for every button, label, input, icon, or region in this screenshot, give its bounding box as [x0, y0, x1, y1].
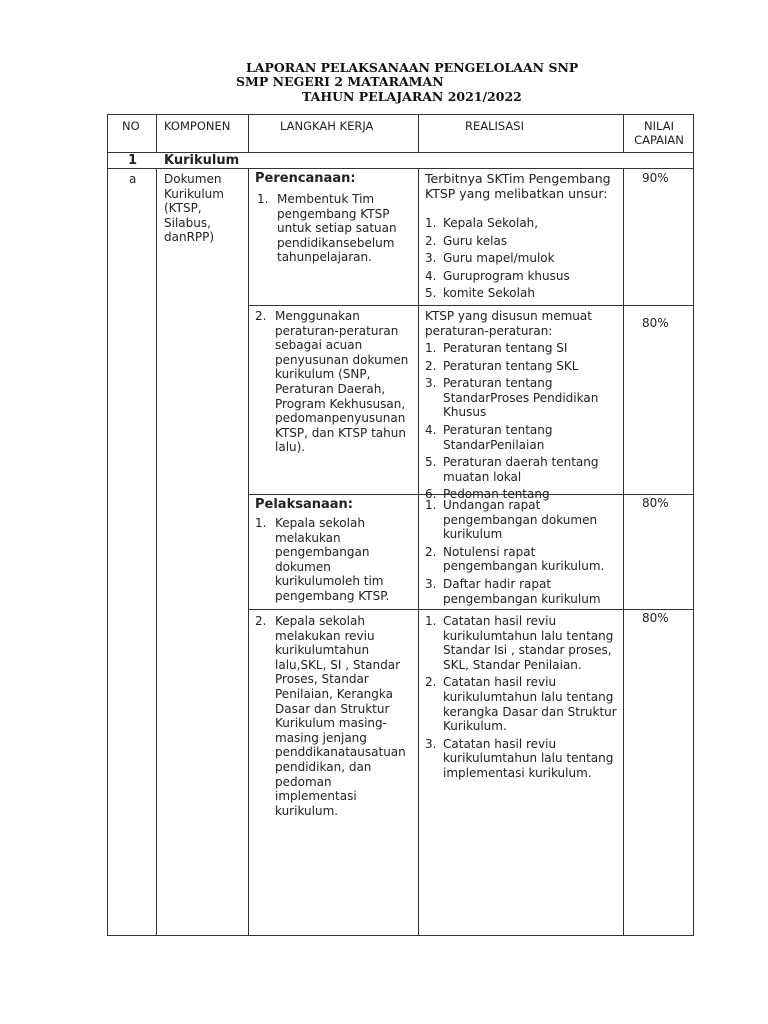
step-list	[255, 516, 415, 604]
list-item: 3. Peraturan tentang StandarProses Pendidikan Khusus	[425, 376, 599, 420]
col-divider-langkah	[418, 114, 419, 153]
list-item: 2. Kepala sekolah melakukan reviu kurikulumtahun lalu,SKL, SI , Standar Proses, Standar Penilaian, Kerangka Dasar dan Struktur Kurikulum masing-masing jenjang penddikanatausatuan pendidikan, dan pedoman implementasi kurikulum.	[255, 614, 406, 818]
step-list	[255, 614, 415, 818]
header-no: NO	[122, 119, 140, 133]
col-divider-langkah-body	[418, 168, 419, 936]
step-list	[255, 309, 415, 455]
realisasi-list	[425, 341, 620, 502]
row-divider-1	[248, 305, 694, 306]
list-item: 6. Pedoman tentang	[425, 487, 550, 502]
list-item: 4. Peraturan tentang StandarPenilaian	[425, 422, 553, 452]
table-border-top	[107, 114, 694, 115]
list-item: 1. Undangan rapat pengembangan dokumen kurikulum	[425, 498, 598, 542]
realisasi-list	[425, 498, 620, 609]
academic-year: TAHUN PELAJARAN 2021/2022	[302, 89, 522, 104]
realisasi-intro: Terbitnya SKTim Pengembang KTSP yang melibatkan unsur:	[425, 171, 611, 201]
nilai-capaian: 80%	[642, 611, 669, 625]
list-item: 5. Peraturan daerah tentang muatan lokal	[425, 455, 599, 484]
list-item: 3. Daftar hadir rapat pengembangan kurikulum	[425, 576, 601, 606]
phase-pelaksanaan: Pelaksanaan:	[255, 497, 353, 512]
list-item: 2. Catatan hasil reviu kurikulumtahun lalu tentang kerangka Dasar dan Struktur Kurikulum.	[425, 675, 617, 734]
list-item: 1. Catatan hasil reviu kurikulumtahun lalu tentang Standar Isi , standar proses, SKL, Standar Penilaian.	[425, 614, 614, 672]
item-no: a	[129, 172, 137, 186]
col-divider-realisasi-body	[623, 168, 624, 936]
col-divider-komponen-body	[248, 168, 249, 936]
nilai-capaian: 80%	[642, 316, 669, 330]
list-item: 1. Peraturan tentang SI	[425, 341, 568, 355]
list-item: 2. Peraturan tentang SKL	[425, 358, 579, 373]
list-item: 1. Kepala Sekolah,	[425, 216, 539, 230]
list-item: 5. komite Sekolah	[425, 286, 535, 301]
list-item: 1. Membentuk Tim pengembang KTSP untuk setiap satuan pendidikansebelum tahunpelajaran.	[257, 192, 397, 265]
table-border-right	[693, 114, 694, 936]
list-item: 2. Notulensi rapat pengembangan kurikulum.	[425, 544, 605, 574]
col-divider-no-body	[156, 168, 157, 936]
phase-perencanaan: Perencanaan:	[255, 171, 356, 186]
list-item: 4. Guruprogram khusus	[425, 268, 570, 283]
realisasi-list	[425, 614, 617, 784]
section-title: Kurikulum	[164, 153, 240, 168]
realisasi-list	[425, 216, 620, 304]
nilai-capaian: 90%	[642, 171, 669, 185]
realisasi-intro: KTSP yang disusun memuat peraturan-peraturan:	[425, 309, 592, 338]
item-komponen: Dokumen Kurikulum (KTSP, Silabus, danRPP)	[164, 172, 224, 245]
header-realisasi: REALISASI	[465, 119, 524, 133]
col-divider-no	[156, 114, 157, 153]
report-title: LAPORAN PELAKSANAAN PENGELOLAAN SNP	[246, 60, 579, 75]
list-item: 1. Kepala sekolah melakukan pengembangan dokumen kurikulumoleh tim pengembang KTSP.	[255, 516, 390, 603]
header-langkah-kerja: LANGKAH KERJA	[280, 119, 374, 133]
table-border-bottom	[107, 935, 694, 936]
header-komponen: KOMPONEN	[164, 119, 231, 133]
header-nilai-capaian: NILAI CAPAIAN	[634, 119, 684, 147]
list-item: 2. Guru kelas	[425, 233, 508, 248]
table-border-left	[107, 114, 108, 936]
col-divider-realisasi	[623, 114, 624, 153]
section-no: 1	[128, 153, 138, 168]
nilai-capaian: 80%	[642, 496, 669, 510]
col-divider-komponen	[248, 114, 249, 153]
list-item: 3. Guru mapel/mulok	[425, 251, 555, 266]
list-item: 3. Catatan hasil reviu kurikulumtahun lalu tentang implementasi kurikulum.	[425, 736, 614, 780]
school-name: SMP NEGERI 2 MATARAMAN	[236, 74, 444, 89]
step-list	[257, 192, 415, 265]
list-item: 2. Menggunakan peraturan-peraturan sebagai acuan penyusunan dokumen kurikulum (SNP, Peraturan Daerah, Program Kekhususan, pedomanpenyusunan KTSP, dan KTSP tahun lalu).	[255, 309, 409, 455]
